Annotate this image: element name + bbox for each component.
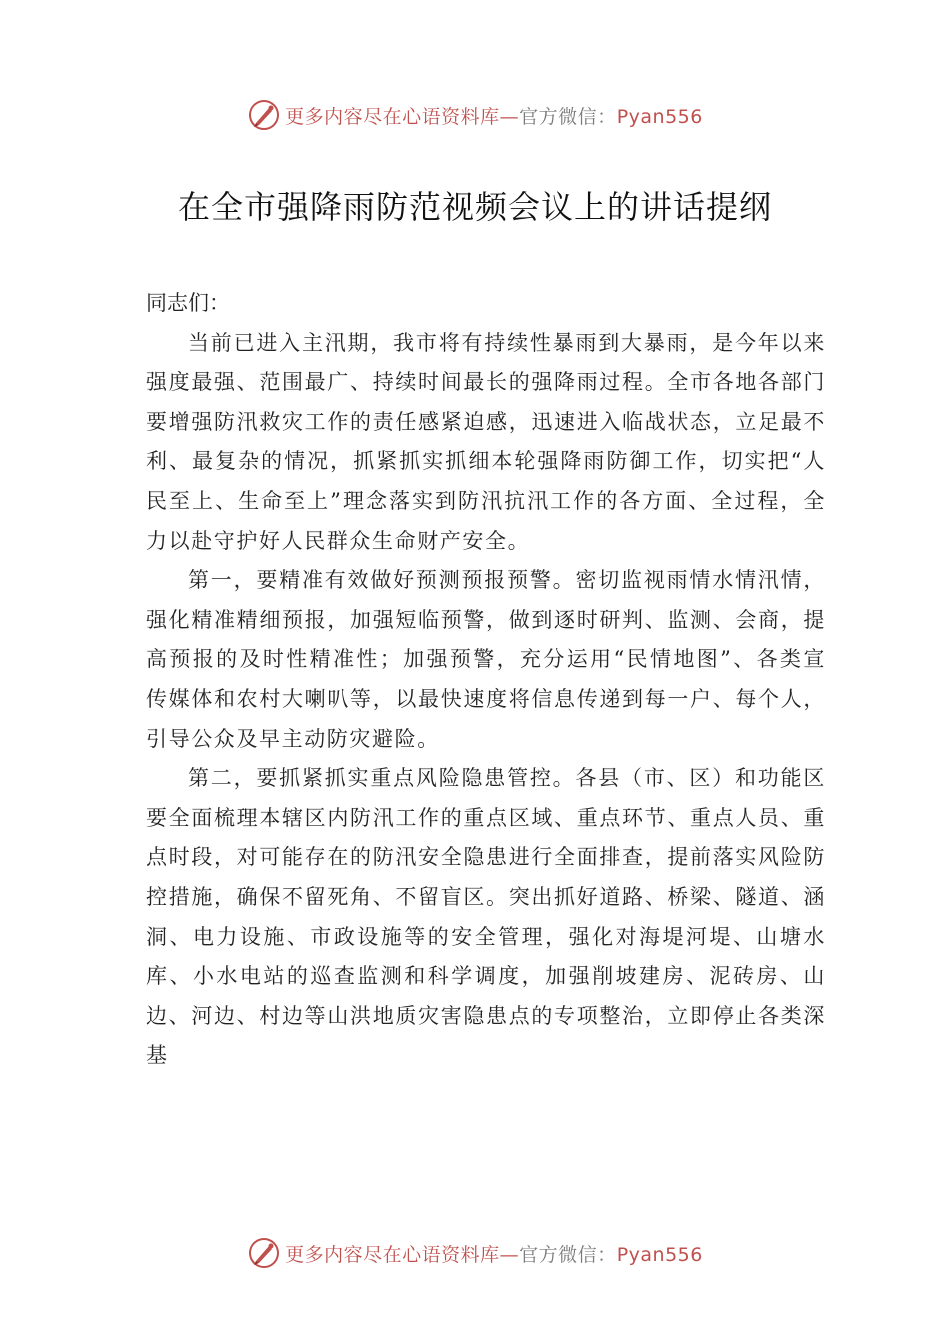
banner-dash: —	[499, 105, 520, 128]
footer-banner	[0, 1233, 950, 1273]
paragraph: 当前已进入主汛期，我市将有持续性暴雨到大暴雨，是今年以来强度最强、范围最广、持续时间最长的强降雨过程。全市各地各部门要增强防汛救灾工作的责任感紧迫感，迅速进入临战状态，立足最不利、最复杂的情况，抓紧抓实抓细本轮强降雨防御工作，切实把“人民至上、生命至上”理念落实到防汛抗汛工作的各方面、全过程，全力以赴守护好人民群众生命财产安全。	[146, 330, 826, 553]
paragraph: 第一，要精准有效做好预测预报预警。密切监视雨情水情汛情，强化精准精细预报，加强短临预警，做到逐时研判、监测、会商，提高预报的及时性精准性；加强预警，充分运用“民情地图”、各类宣传媒体和农村大喇叭等，以最快速度将信息传递到每一户、每个人，引导公众及早主动防灾避险。	[146, 568, 826, 751]
banner-wechat-label: 官方微信：	[519, 105, 617, 128]
header-banner	[0, 95, 950, 135]
paragraph: 第二，要抓紧抓实重点风险隐患管控。各县（市、区）和功能区要全面梳理本辖区内防汛工作的重点区域、重点环节、重点人员、重点时段，对可能存在的防汛安全隐患进行全面排查，提前落实风险防控措施，确保不留死角、不留盲区。突出抓好道路、桥梁、隧道、涵洞、电力设施、市政设施等的安全管理，强化对海堤河堤、山塘水库、小水电站的巡查监测和科学调度，加强削坡建房、泥砖房、山边、河边、村边等山洪地质灾害隐患点的专项整治，立即停止各类深基	[146, 766, 826, 1068]
banner-wechat-id: Pyan556	[616, 1243, 703, 1266]
banner-brand: 更多内容尽在心语资料库	[285, 105, 500, 128]
banner-text	[285, 102, 703, 129]
pen-logo-icon	[247, 1236, 281, 1270]
banner-brand: 更多内容尽在心语资料库	[285, 1243, 500, 1266]
document-body	[146, 284, 826, 1076]
banner-wechat-id: Pyan556	[616, 105, 703, 128]
salutation: 同志们：	[146, 291, 230, 315]
banner-dash: —	[499, 1243, 520, 1266]
banner-text	[285, 1240, 703, 1267]
pen-logo-icon	[247, 98, 281, 132]
banner-wechat-label: 官方微信：	[519, 1243, 617, 1266]
document-title: 在全市强降雨防范视频会议上的讲话提纲	[177, 188, 772, 226]
